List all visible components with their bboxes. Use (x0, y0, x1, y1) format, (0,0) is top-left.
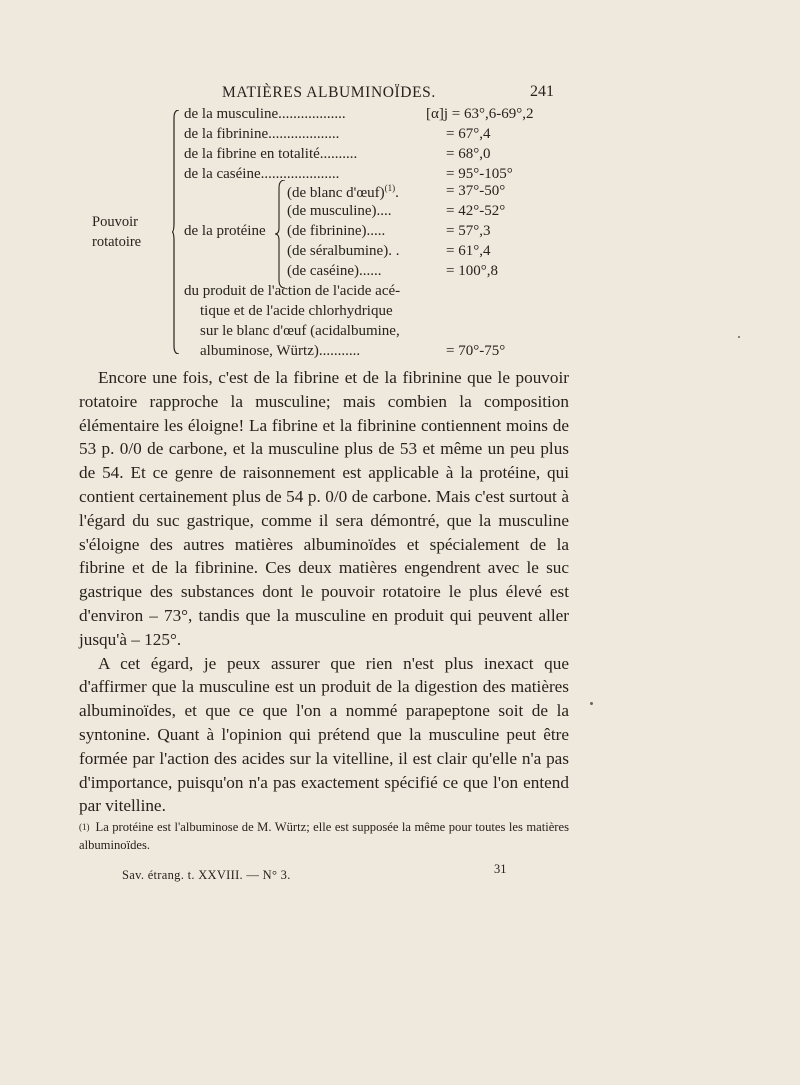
paper-speck (738, 336, 740, 338)
printer-signature: Sav. étrang. t. XXVIII. — N° 3. (122, 868, 291, 882)
proteine-row-caseine-label: (de caséine)...... (287, 263, 382, 279)
row-caseine-value: = 95°-105° (446, 166, 513, 182)
acid-product-line-1: du produit de l'action de l'acide acé- (184, 283, 401, 299)
proteine-row-musculine-value: = 42°-52° (446, 203, 506, 219)
proteine-row-seralbumine-label: (de séralbumine). . (287, 243, 400, 259)
footnote-ref: (1) (384, 183, 396, 193)
proteine-row-caseine-value: = 100°,8 (446, 263, 498, 279)
rotatory-power-table (0, 0, 800, 360)
proteine-row-musculine-label: (de musculine).... (287, 203, 392, 219)
body-text (79, 366, 569, 818)
row-fibrine-label: de la fibrine en totalité.......... (184, 146, 358, 162)
proteine-row-blanc-value: = 37°-50° (446, 183, 506, 199)
brace-label-line-1: Pouvoir (92, 214, 138, 230)
running-head-title: MATIÈRES ALBUMINOÏDES. (222, 84, 436, 101)
proteine-row-fibrinine-value: = 57°,3 (446, 223, 491, 239)
small-brace-icon (274, 180, 286, 288)
row-musculine-value: [α]j = 63°,6-69°,2 (426, 106, 534, 122)
proteine-row-blanc-label: (de blanc d'œuf)$^{(1)}$. (287, 183, 399, 201)
proteine-label: de la protéine (184, 223, 266, 239)
acid-product-value: = 70°-75° (446, 343, 506, 359)
row-fibrine-value: = 68°,0 (446, 146, 491, 162)
brace-label (92, 212, 164, 252)
row-musculine-label: de la musculine.................. (184, 106, 346, 122)
brace-label-line-2: rotatoire (92, 234, 142, 250)
footnote-mark: (1) (79, 822, 90, 832)
large-brace-icon (172, 110, 180, 354)
acid-product-line-2: tique et de l'acide chlorhydrique (200, 303, 393, 319)
acid-product-line-3: sur le blanc d'œuf (acidalbumine, (200, 323, 400, 339)
sheet-number: 31 (494, 862, 507, 876)
proteine-row-fibrinine-label: (de fibrinine)..... (287, 223, 386, 239)
proteine-row-seralbumine-value: = 61°,4 (446, 243, 491, 259)
footnote (79, 818, 569, 854)
row-fibrinine-value: = 67°,4 (446, 126, 491, 142)
footnote-text: La protéine est l'albuminose de M. Würtz; elle est supposée la même pour toutes les matières albuminoïdes. (79, 820, 569, 852)
paper-speck (590, 702, 593, 705)
page-number: 241 (530, 83, 554, 100)
paragraph-2: A cet égard, je peux assurer que rien n'est plus inexact que d'affirmer que la musculine est un produit de la digestion des matières albuminoïdes, et que ce que l'on a nommé parapeptone soit de la syntonine. Quant à l'opinion qui prétend que la musculine peut être formée par l'action des acides sur la vitelline, il est clair qu'elle n'a pas d'importance, puisqu'on n'a pas exactement spécifié ce que l'on entend par vitelline. (79, 653, 569, 816)
row-fibrinine-label: de la fibrinine................... (184, 126, 340, 142)
acid-product-line-4: albuminose, Würtz)........... (200, 343, 361, 359)
row-caseine-label: de la caséine..................... (184, 166, 340, 182)
paragraph-1: Encore une fois, c'est de la fibrine et de la fibrinine que le pouvoir rotatoire rapproche la musculine; mais combien la composition élémentaire les éloigne! La fibrine et la fibrinine contiennent moins de 53 p. 0/0 de carbone, et la musculine plus de 53 et même un peu plus de 54. Et ce genre de raisonnement est applicable à la protéine, qui contient certainement plus de 54 p. 0/0 de carbone. Mais c'est surtout à l'égard du suc gastrique, comme il sera démontré, que la musculine s'éloigne des autres matières albuminoïdes et spécialement de la fibrine et de la fibrinine. Ces deux matières engendrent avec le suc gastrique des substances dont le pouvoir rotatoire le plus élevé est d'environ – 73°, tandis que la musculine en produit qui peuvent aller jusqu'à – 125°. (79, 368, 569, 649)
